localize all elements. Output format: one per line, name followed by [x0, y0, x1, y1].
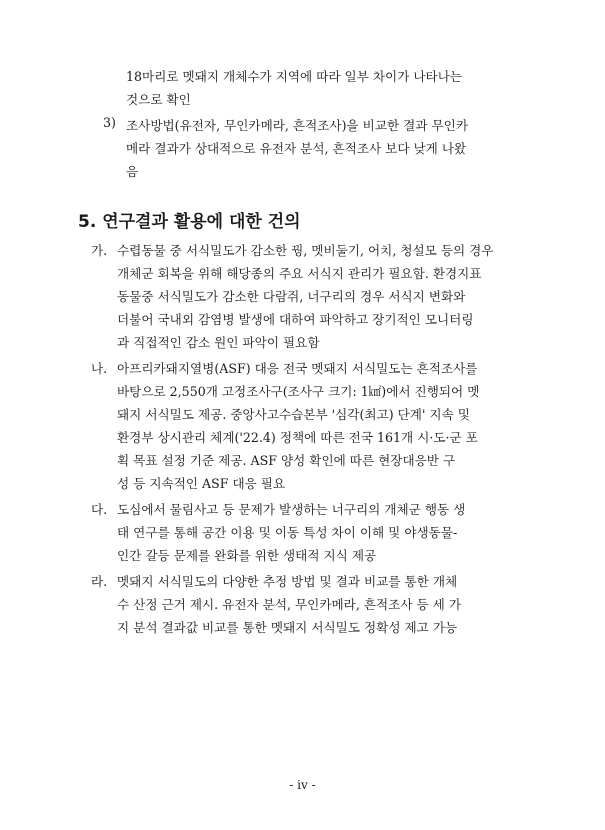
- list-item-line: 바탕으로 2,550개 고정조사구(조사구 크기: 1㎢)에서 진행되어 멧: [117, 384, 480, 399]
- list-item-line: 음: [126, 164, 139, 179]
- list-item-line: 태 연구를 통해 공간 이용 및 이동 특성 차이 이해 및 야생동물-: [117, 525, 458, 540]
- section-heading: 5. 연구결과 활용에 대한 건의: [78, 212, 301, 232]
- list-marker: 라.: [91, 574, 108, 589]
- continuation-line: 것으로 확인: [126, 92, 191, 107]
- list-marker: 3): [103, 115, 116, 130]
- list-item-line: 수 산정 근거 제시. 유전자 분석, 무인카메라, 흔적조사 등 세 가: [117, 597, 462, 612]
- list-item-line: 획 목표 설정 기준 제공. ASF 양성 확인에 따른 현장대응반 구: [117, 453, 456, 468]
- list-item-line: 더불어 국내외 감염병 발생에 대하여 파악하고 장기적인 모니터링: [117, 312, 474, 327]
- list-item-line: 개체군 회복을 위해 해당종의 주요 서식지 관리가 필요함. 환경지표: [117, 266, 482, 281]
- page-number: - iv -: [289, 778, 316, 792]
- list-item-line: 인간 갈등 문제를 완화를 위한 생태적 지식 제공: [117, 548, 377, 563]
- list-item-line: 과 직접적인 감소 원인 파악이 필요함: [117, 335, 320, 350]
- list-marker: 가.: [91, 243, 108, 258]
- list-item-line: 수렵동물 중 서식밀도가 감소한 꿩, 멧비둘기, 어치, 청설모 등의 경우: [117, 243, 494, 258]
- list-item-line: 동물중 서식밀도가 감소한 다람쥐, 너구리의 경우 서식지 변화와: [117, 289, 466, 304]
- list-item-line: 환경부 상시관리 체계('22.4) 정책에 따른 전국 161개 시·도·군 포: [117, 430, 478, 445]
- list-item-line: 도심에서 물림사고 등 문제가 발생하는 너구리의 개체군 행동 생: [117, 502, 466, 517]
- list-marker: 다.: [91, 502, 108, 517]
- list-item-line: 성 등 지속적인 ASF 대응 필요: [117, 476, 286, 491]
- list-item-line: 아프리카돼지열병(ASF) 대응 전국 멧돼지 서식밀도는 흔적조사를: [117, 361, 478, 376]
- list-item-line: 멧돼지 서식밀도의 다양한 추정 방법 및 결과 비교를 통한 개체: [117, 574, 458, 589]
- continuation-line: 18마리로 멧돼지 개체수가 지역에 따라 일부 차이가 나타나는: [126, 69, 463, 84]
- list-marker: 나.: [91, 361, 108, 376]
- list-item-line: 지 분석 결과값 비교를 통한 멧돼지 서식밀도 정확성 제고 가능: [117, 620, 458, 635]
- list-item-line: 조사방법(유전자, 무인카메라, 흔적조사)을 비교한 결과 무인카: [126, 118, 468, 133]
- list-item-line: 돼지 서식밀도 제공. 중앙사고수습본부 '심각(최고) 단계' 지속 및: [117, 407, 470, 422]
- list-item-line: 메라 결과가 상대적으로 유전자 분석, 흔적조사 보다 낮게 나왔: [126, 141, 467, 156]
